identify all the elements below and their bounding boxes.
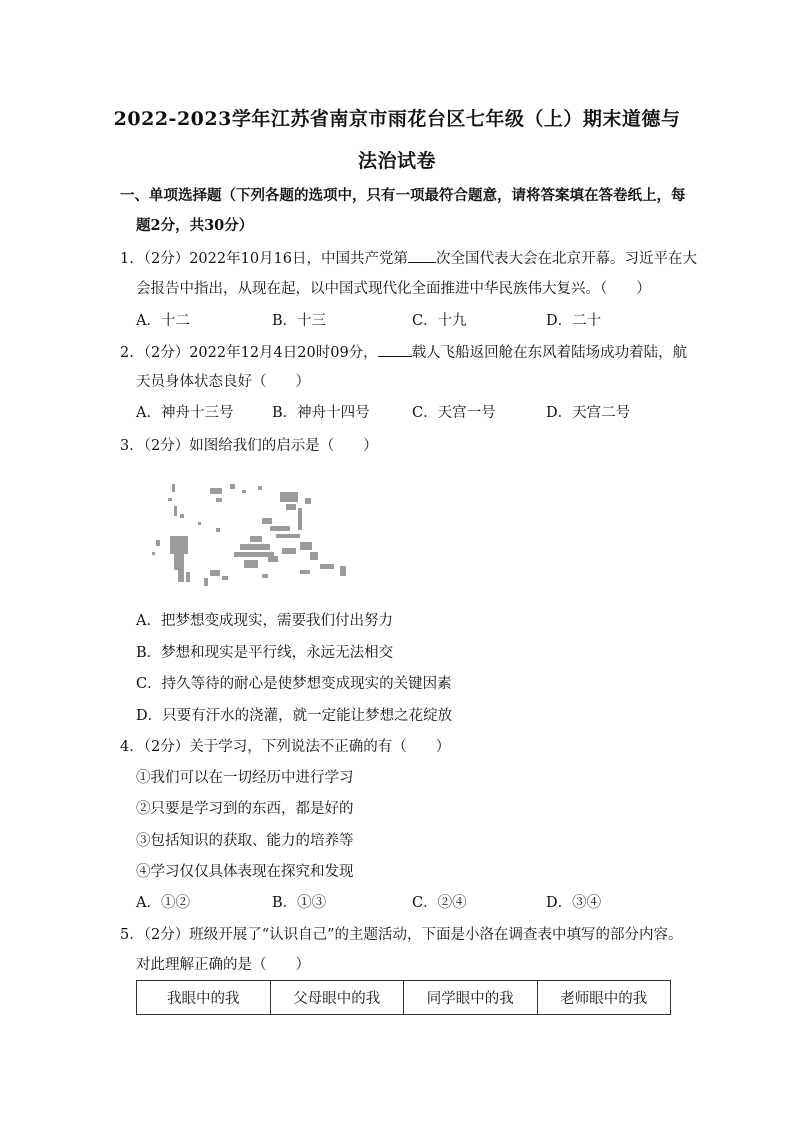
question-3-option-d: D．只要有汗水的浇灌，就一定能让梦想之花绽放 bbox=[136, 708, 453, 724]
question-1-option-d: D．二十 bbox=[546, 313, 602, 329]
question-4-option-a: A．①② bbox=[136, 895, 190, 911]
question-2-stem-part-b: 载人飞船返回舱在东风着陆场成功着陆，航 bbox=[411, 345, 688, 361]
table-header-cell: 我眼中的我 bbox=[137, 981, 271, 1015]
table-header-cell: 同学眼中的我 bbox=[404, 981, 538, 1015]
question-1-blank bbox=[408, 248, 436, 263]
question-3-option-a: A．把梦想变成现实，需要我们付出努力 bbox=[136, 613, 393, 629]
exam-title-line-2: 法治试卷 bbox=[357, 150, 436, 172]
table-row bbox=[137, 981, 671, 1015]
question-1-stem-line-2: 会报告中指出，从现在起，以中国式现代化全面推进中华民族伟大复兴。（ ） bbox=[136, 281, 651, 297]
question-4-stem: 4．（2分）关于学习，下列说法不正确的有（ ） bbox=[120, 739, 451, 755]
question-4-statement-1: ①我们可以在一切经历中进行学习 bbox=[136, 770, 354, 786]
question-1-option-c: C．十九 bbox=[412, 313, 467, 329]
question-2-option-c: C．天宫一号 bbox=[412, 405, 496, 421]
question-1-stem-part-b: 次全国代表大会在北京开幕。习近平在大 bbox=[436, 251, 698, 267]
question-2-option-d: D．天宫二号 bbox=[546, 405, 631, 421]
question-4-option-b: B．①③ bbox=[272, 895, 327, 911]
question-3-stem: 3．（2分）如图给我们的启示是（ ） bbox=[120, 438, 378, 454]
question-3-option-b: B．梦想和现实是平行线，永远无法相交 bbox=[136, 645, 394, 661]
question-1-option-b: B．十三 bbox=[272, 313, 327, 329]
question-4-option-c: C．②④ bbox=[412, 895, 467, 911]
question-2-stem-line-2: 天员身体状态良好（ ） bbox=[136, 374, 310, 390]
section-heading-line-2: 题2分，共30分） bbox=[136, 217, 254, 234]
section-heading-line-1: 一、单项选择题（下列各题的选项中，只有一项最符合题意，请将答案填在答卷纸上，每 bbox=[120, 187, 686, 204]
question-2-stem-part-a: 2．（2分）2022年12月4日20时09分， bbox=[120, 345, 378, 361]
question-2-option-a: A．神舟十三号 bbox=[136, 405, 234, 421]
question-5-stem-line-2: 对此理解正确的是（ ） bbox=[136, 957, 310, 973]
question-2-option-b: B．神舟十四号 bbox=[272, 405, 370, 421]
question-3-cartoon-figure bbox=[150, 478, 355, 596]
question-2-blank bbox=[378, 342, 412, 357]
table-header-cell: 老师眼中的我 bbox=[537, 981, 671, 1015]
question-4-statement-3: ③包括知识的获取、能力的培养等 bbox=[136, 833, 354, 849]
question-5-survey-table bbox=[136, 980, 671, 1015]
question-4-option-d: D．③④ bbox=[546, 895, 602, 911]
question-1-stem bbox=[120, 248, 697, 269]
question-3-option-c: C．持久等待的耐心是使梦想变成现实的关键因素 bbox=[136, 676, 452, 692]
question-4-statement-2: ②只要是学习到的东西，都是好的 bbox=[136, 801, 354, 817]
question-4-statement-4: ④学习仅仅具体表现在探究和发现 bbox=[136, 864, 354, 880]
table-header-cell: 父母眼中的我 bbox=[270, 981, 404, 1015]
question-1-stem-part-a: 1．（2分）2022年10月16日，中国共产党第 bbox=[120, 251, 409, 267]
question-2-stem bbox=[120, 342, 687, 363]
exam-title-line-1: 2022-2023学年江苏省南京市雨花台区七年级（上）期末道德与 bbox=[113, 108, 681, 130]
question-5-stem: 5．（2分）班级开展了“认识自己”的主题活动，下面是小洛在调查表中填写的部分内容。 bbox=[120, 927, 683, 943]
question-1-option-a: A．十二 bbox=[136, 313, 190, 329]
